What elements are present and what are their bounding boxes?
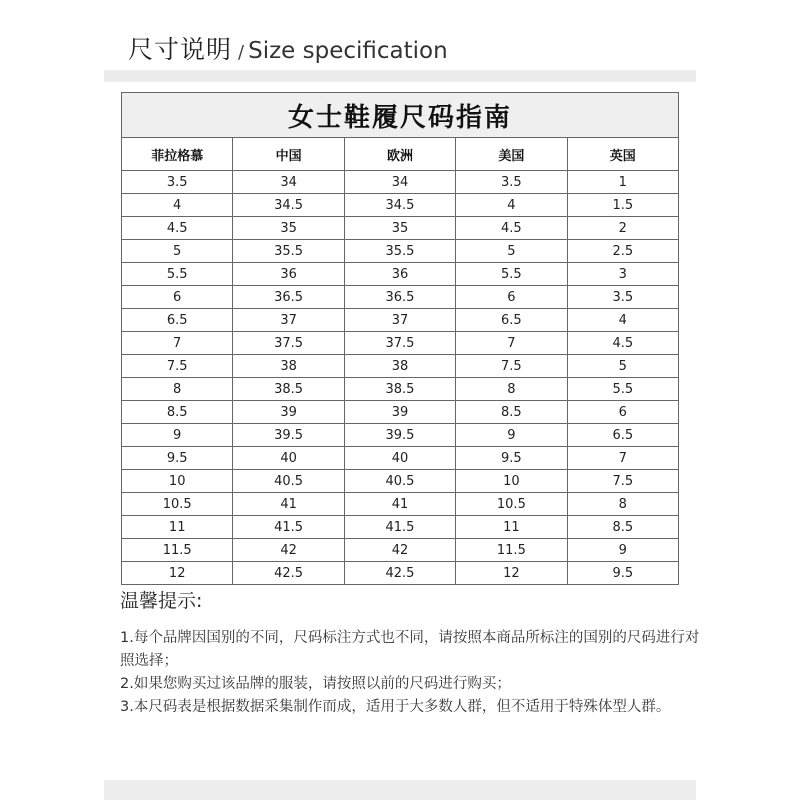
table-cell: 1 xyxy=(567,171,678,194)
table-cell: 41 xyxy=(233,493,344,516)
table-cell: 9.5 xyxy=(456,447,567,470)
table-cell: 5 xyxy=(456,240,567,263)
table-title: 女士鞋履尺码指南 xyxy=(122,93,679,138)
table-cell: 5.5 xyxy=(122,263,233,286)
table-cell: 42.5 xyxy=(233,562,344,585)
table-cell: 41.5 xyxy=(344,516,455,539)
table-cell: 40.5 xyxy=(344,470,455,493)
table-cell: 40 xyxy=(233,447,344,470)
tip-item: 3.本尺码表是根据数据采集制作而成，适用于大多数人群，但不适用于特殊体型人群。 xyxy=(120,699,671,715)
table-cell: 38 xyxy=(344,355,455,378)
column-header-us: 美国 xyxy=(456,138,567,171)
table-row xyxy=(122,309,679,332)
table-cell: 6 xyxy=(122,286,233,309)
table-cell: 6.5 xyxy=(456,309,567,332)
table-cell: 3.5 xyxy=(456,171,567,194)
table-cell: 36 xyxy=(233,263,344,286)
table-cell: 39 xyxy=(344,401,455,424)
header-title-en: Size specification xyxy=(248,38,448,64)
table-row xyxy=(122,171,679,194)
table-row xyxy=(122,562,679,585)
table-cell: 35.5 xyxy=(233,240,344,263)
table-cell: 12 xyxy=(456,562,567,585)
size-chart xyxy=(121,92,679,581)
table-cell: 10 xyxy=(456,470,567,493)
table-cell: 11.5 xyxy=(456,539,567,562)
tip-item: 1.每个品牌因国别的不同，尺码标注方式也不同，请按照本商品所标注的国别的尺码进行对照选择； xyxy=(120,630,700,669)
table-cell: 42.5 xyxy=(344,562,455,585)
table-cell: 7 xyxy=(122,332,233,355)
table-cell: 11 xyxy=(122,516,233,539)
table-cell: 5.5 xyxy=(567,378,678,401)
table-row xyxy=(122,493,679,516)
table-cell: 10.5 xyxy=(122,493,233,516)
table-cell: 39.5 xyxy=(344,424,455,447)
table-cell: 2 xyxy=(567,217,678,240)
table-cell: 9 xyxy=(122,424,233,447)
column-header-europe: 欧洲 xyxy=(344,138,455,171)
table-cell: 42 xyxy=(233,539,344,562)
table-cell: 41.5 xyxy=(233,516,344,539)
table-cell: 9 xyxy=(567,539,678,562)
table-cell: 8.5 xyxy=(567,516,678,539)
table-cell: 38 xyxy=(233,355,344,378)
table-cell: 11.5 xyxy=(122,539,233,562)
table-cell: 36.5 xyxy=(233,286,344,309)
table-row xyxy=(122,194,679,217)
table-row xyxy=(122,286,679,309)
table-row xyxy=(122,378,679,401)
table-row xyxy=(122,539,679,562)
table-cell: 35 xyxy=(344,217,455,240)
table-cell: 36 xyxy=(344,263,455,286)
table-cell: 10 xyxy=(122,470,233,493)
table-cell: 38.5 xyxy=(233,378,344,401)
table-cell: 9.5 xyxy=(122,447,233,470)
table-cell: 5.5 xyxy=(456,263,567,286)
column-header-ferragamo: 菲拉格慕 xyxy=(122,138,233,171)
table-cell: 7 xyxy=(456,332,567,355)
size-table xyxy=(121,92,679,585)
table-row xyxy=(122,447,679,470)
table-cell: 4 xyxy=(567,309,678,332)
table-cell: 8.5 xyxy=(122,401,233,424)
table-cell: 3.5 xyxy=(122,171,233,194)
table-cell: 9.5 xyxy=(567,562,678,585)
table-cell: 6.5 xyxy=(122,309,233,332)
table-cell: 35.5 xyxy=(344,240,455,263)
table-row xyxy=(122,401,679,424)
table-cell: 40 xyxy=(344,447,455,470)
column-header-uk: 英国 xyxy=(567,138,678,171)
table-cell: 37 xyxy=(344,309,455,332)
table-cell: 37.5 xyxy=(233,332,344,355)
table-cell: 7.5 xyxy=(567,470,678,493)
table-cell: 6 xyxy=(567,401,678,424)
table-row xyxy=(122,516,679,539)
table-row xyxy=(122,332,679,355)
table-cell: 4 xyxy=(122,194,233,217)
table-cell: 3.5 xyxy=(567,286,678,309)
tips-title: 温馨提示: xyxy=(120,590,203,612)
table-cell: 5 xyxy=(122,240,233,263)
table-cell: 4.5 xyxy=(567,332,678,355)
table-cell: 1.5 xyxy=(567,194,678,217)
table-cell: 8 xyxy=(122,378,233,401)
table-cell: 39 xyxy=(233,401,344,424)
table-row xyxy=(122,470,679,493)
table-cell: 34 xyxy=(344,171,455,194)
table-cell: 9 xyxy=(456,424,567,447)
table-cell: 8 xyxy=(456,378,567,401)
header-separator: / xyxy=(238,42,245,63)
table-cell: 38.5 xyxy=(344,378,455,401)
table-row xyxy=(122,217,679,240)
header-title-cn: 尺寸说明 xyxy=(128,35,233,64)
table-cell: 34.5 xyxy=(344,194,455,217)
table-cell: 7 xyxy=(567,447,678,470)
table-cell: 37.5 xyxy=(344,332,455,355)
table-cell: 11 xyxy=(456,516,567,539)
table-header-row xyxy=(122,138,679,171)
table-cell: 41 xyxy=(344,493,455,516)
table-title-row xyxy=(122,93,679,138)
column-header-china: 中国 xyxy=(233,138,344,171)
header-divider-band xyxy=(104,70,696,82)
table-cell: 5 xyxy=(567,355,678,378)
page-header xyxy=(128,30,448,70)
table-cell: 39.5 xyxy=(233,424,344,447)
table-cell: 3 xyxy=(567,263,678,286)
table-cell: 7.5 xyxy=(122,355,233,378)
table-cell: 4.5 xyxy=(456,217,567,240)
table-cell: 8.5 xyxy=(456,401,567,424)
table-cell: 4.5 xyxy=(122,217,233,240)
footer-band xyxy=(104,780,696,800)
table-row xyxy=(122,240,679,263)
table-cell: 42 xyxy=(344,539,455,562)
table-cell: 37 xyxy=(233,309,344,332)
table-cell: 34 xyxy=(233,171,344,194)
table-cell: 2.5 xyxy=(567,240,678,263)
table-cell: 4 xyxy=(456,194,567,217)
tip-item: 2.如果您购买过该品牌的服装，请按照以前的尺码进行购买； xyxy=(120,676,511,692)
table-body xyxy=(122,171,679,585)
table-row xyxy=(122,355,679,378)
table-cell: 36.5 xyxy=(344,286,455,309)
table-cell: 12 xyxy=(122,562,233,585)
table-row xyxy=(122,263,679,286)
table-cell: 10.5 xyxy=(456,493,567,516)
tips-section xyxy=(120,586,700,719)
table-cell: 34.5 xyxy=(233,194,344,217)
table-cell: 35 xyxy=(233,217,344,240)
table-row xyxy=(122,424,679,447)
table-cell: 8 xyxy=(567,493,678,516)
table-cell: 7.5 xyxy=(456,355,567,378)
table-cell: 6.5 xyxy=(567,424,678,447)
table-cell: 6 xyxy=(456,286,567,309)
table-cell: 40.5 xyxy=(233,470,344,493)
